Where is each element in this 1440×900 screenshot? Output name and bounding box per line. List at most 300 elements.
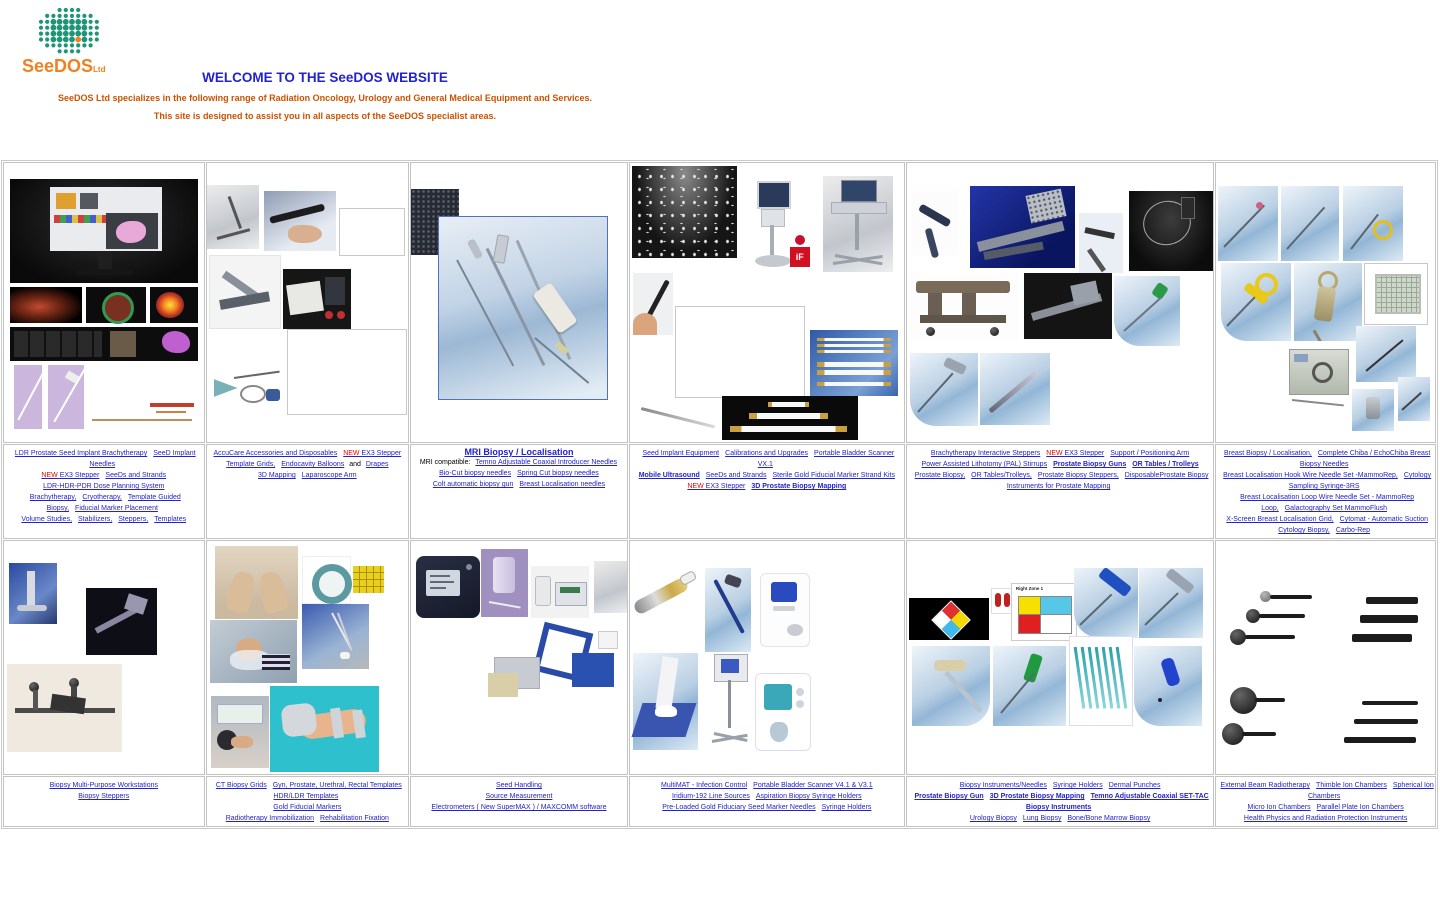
new-label: NEW [1046,450,1065,457]
static-label: MRI compatible: [419,459,471,466]
image-detail [771,582,797,602]
seedos-logo[interactable] [22,6,132,78]
product-link[interactable]: 3D Prostate Biopsy Mapping [989,793,1085,800]
image-detail [598,631,618,649]
product-link[interactable]: LDR Prostate Seed Implant Brachytherapy [14,450,148,457]
micro-chamber-icon[interactable] [1354,719,1418,724]
stepper-unit-image[interactable] [209,255,281,329]
product-link[interactable]: Portable Bladder Scanner VX.1 [757,450,895,468]
dermal-punches-image[interactable] [1069,636,1133,726]
image-detail [325,277,345,305]
product-link[interactable]: Power Assisted Lithotomy (PAL) Stirrups [921,461,1048,468]
ion-chambers-collage [1216,541,1435,774]
image-detail [286,281,324,315]
image-detail [456,260,514,367]
infection-control-collage [630,541,904,774]
product-link[interactable]: Calibrations and Upgrades [725,450,809,457]
product-link[interactable]: Portable Bladder Scanner V4.1 & V3.1 [753,782,873,789]
product-link[interactable]: SeeD Implant Needles [89,450,196,468]
link-line [1217,779,1434,801]
image-detail [489,601,521,609]
green-biopsy-gun-image[interactable] [993,646,1066,726]
image-detail [1079,594,1112,626]
product-link[interactable]: Temno Adjustable Coaxial SET-TAC Biopsy Instruments [1025,793,1209,811]
spherical-chamber-icon[interactable] [1230,687,1257,714]
link-line [1217,801,1434,812]
gold-gun-image[interactable] [1294,263,1362,341]
image-detail [262,654,290,670]
link-line [5,491,203,513]
source-machines-image[interactable] [486,623,622,703]
product-link[interactable]: Templates [154,516,187,523]
product-link[interactable]: Colt automatic biopsy gun [432,481,514,488]
patient-mask-image[interactable] [210,620,297,683]
seed-strands-blue-image[interactable] [810,330,898,396]
product-link[interactable]: Breast Biopsy / Localisation, [1223,450,1312,457]
product-link[interactable]: NEW EX3 Stepper [1046,450,1105,457]
image-detail [288,225,322,243]
product-link[interactable]: Support / Positioning Arm [1110,450,1190,457]
image-detail [1224,205,1266,248]
biopsy-instrument-2-image[interactable] [980,353,1050,425]
product-link[interactable]: Seed Handling [495,782,542,789]
product-link[interactable]: Syringe Holders [1052,782,1103,789]
image-detail [1289,349,1349,395]
image-detail [430,581,454,583]
blue-handle-instrument-image[interactable] [1134,646,1202,726]
product-link[interactable]: Breast Localisation Hook Wire Needle Set -MammoRep, [1223,472,1398,479]
hazard-diamond-image[interactable] [909,598,989,640]
grid-plate-image[interactable] [1364,263,1428,325]
product-link[interactable]: Galactography Set MammoFlush [1284,505,1388,512]
product-link[interactable]: Source Measurement [485,793,553,800]
product-link[interactable]: Iridium-192 Line Sources [672,793,750,800]
image-detail [80,193,98,209]
hand-probe-image[interactable] [633,273,673,335]
accucare-collage [207,163,409,442]
product-link[interactable]: Biopsy Multi-Purpose Workstations [49,782,158,789]
device-edge-image[interactable] [594,561,627,613]
image-detail [56,193,76,209]
line-source-image[interactable] [630,551,698,637]
image-detail [150,403,194,407]
product-link[interactable]: Sterile Gold Fiducial Marker Strand Kits [772,472,895,479]
link-line [208,458,408,469]
image-detail [110,331,136,357]
links-accucare [206,444,410,539]
product-link[interactable]: Spring Cut biopsy needles [517,470,599,477]
yellow-template-image[interactable] [353,566,384,593]
mri-biopsy-collage [411,163,627,442]
green-disc-image[interactable] [302,556,351,604]
bladder-scanner-image[interactable] [760,573,810,647]
link-line [412,447,626,456]
image-detail [560,587,580,593]
logo-brand-text: SeeDOS [22,56,94,76]
image-detail [572,653,614,687]
product-link[interactable]: Parallel Plate Ion Chambers [1316,804,1404,811]
product-link[interactable]: Steppers, [118,516,149,523]
product-link[interactable]: Prostate Biopsy Gun [914,793,984,800]
cylinder-chamber-icon[interactable] [1366,597,1418,604]
image-detail [757,181,791,209]
cell-infection-control-images [629,540,905,775]
blue-stepper-image[interactable] [970,186,1075,268]
cell-steppers-images [906,162,1214,443]
page-subtitle-2: This site is designed to assist you in all aspects of the SeeDOS specialist areas. [153,111,497,121]
image-detail [796,700,804,708]
multimat-foot-image[interactable] [633,653,698,750]
link-line [5,447,203,469]
cell-accucare-images [206,162,410,443]
image-detail [17,605,47,611]
link-line [631,469,903,480]
product-link[interactable]: 3D Mapping [258,472,296,479]
image-detail [532,282,578,334]
link-line [208,447,408,458]
product-link[interactable]: Breast Localisation needles [519,481,606,488]
image-detail [426,570,460,596]
breast-biopsy-collage [1216,163,1435,442]
biopsy-stepper-arm-image[interactable] [7,664,122,752]
product-link[interactable]: Gold Fiducial Markers [273,804,342,811]
electrometer-box-image[interactable] [1286,341,1352,411]
link-line [412,456,626,467]
ultrasound-cart-1-image[interactable] [753,181,793,273]
needle-diagram-1-image[interactable] [14,365,42,429]
product-link[interactable]: Bone/Bone Marrow Biopsy [1067,815,1151,822]
product-link[interactable]: Fiducial Marker Placement [75,505,158,512]
product-link[interactable]: CT Biopsy Grids [215,782,267,789]
product-link[interactable]: Breast Localisation Loop Wire Needle Set - MammoRep Loop, [1240,494,1415,512]
link-line [908,447,1212,458]
needle-diagram-2-image[interactable] [48,365,84,429]
breast-needle-2-image[interactable] [1281,186,1339,261]
cell-immobilization-images [206,540,410,775]
image-detail [1270,595,1312,599]
image-detail [770,225,774,255]
image-detail [755,255,791,267]
marker-tweezers-image[interactable] [302,604,369,669]
micro-chamber-icon[interactable] [1344,737,1416,743]
mold-hands-image[interactable] [215,546,298,619]
image-detail [944,671,983,713]
needle-gun-tile-image[interactable] [705,568,751,652]
product-link[interactable]: Cryotherapy, [82,494,122,501]
positioning-arm-image[interactable] [912,191,958,255]
hand-splint-image[interactable] [270,686,379,772]
product-link[interactable]: SeeDs and Strands [105,472,167,479]
product-link[interactable]: Volume Studies, [21,516,73,523]
small-tile-image[interactable] [1398,377,1430,421]
small-stepper-image[interactable] [1079,213,1123,273]
product-link[interactable]: Stabilizers, [78,516,113,523]
image-detail [493,234,510,264]
product-link[interactable]: Syringe Holders [821,804,872,811]
image-detail [340,652,350,659]
biopsy-instrument-1-image[interactable] [910,353,978,426]
image-detail [269,204,325,224]
cell-ion-chambers-images [1215,540,1436,775]
link-line [208,812,408,823]
image-detail [1366,397,1380,419]
product-link[interactable]: SeeDs and Strands [705,472,767,479]
image-detail [1292,399,1344,406]
thimble-chamber-icon[interactable] [1246,609,1260,623]
image-detail [749,413,828,419]
product-link[interactable]: Biopsy Steppers [78,793,130,800]
image-detail [224,570,257,615]
image-detail [918,204,951,228]
seed-strands-dark-image[interactable] [722,396,858,440]
image-detail [817,370,891,375]
welcome-block [0,70,650,129]
product-link[interactable]: Dermal Punches [1108,782,1161,789]
product-link[interactable]: Complete Chiba / EchoChiba Breast Biopsy Needles [1299,450,1431,468]
workstation-blue-image[interactable] [9,563,57,624]
product-link[interactable]: Seed Implant Equipment [642,450,720,457]
seed-implant-collage [630,163,904,442]
product-link[interactable]: LDR-HDR-PDR Dose Planning System [43,483,165,490]
image-detail [156,292,184,318]
links-ion-chambers [1215,776,1436,827]
product-link[interactable]: Brachytherapy Interactive Steppers [930,450,1041,457]
monitor-stand [98,253,112,269]
image-detail [768,402,809,407]
image-detail [920,315,1006,323]
image-detail [227,196,241,229]
links-breast-biopsy [1215,444,1436,539]
product-link[interactable]: Aspiration Biopsy Syringe Holders [755,793,862,800]
seedos-dots-icon [36,6,102,58]
image-detail [990,327,999,336]
product-link[interactable]: 3D Prostate Biopsy Mapping [751,483,847,490]
image-detail [1373,220,1393,240]
product-link[interactable]: Template Guided Biopsy, [46,494,181,512]
image-detail [1144,592,1178,625]
image-detail [633,313,657,335]
image-detail [817,344,891,347]
planning-monitor-image[interactable] [10,179,198,283]
immobilization-collage [207,541,409,774]
product-link[interactable]: Micro Ion Chambers [1247,804,1311,811]
or-table-image[interactable] [910,273,1018,341]
image-detail [1294,354,1308,362]
product-link[interactable]: Brachytherapy, [29,494,77,501]
image-detail [678,570,697,586]
scanner-device-image[interactable] [755,673,811,751]
electrometer-image[interactable] [416,556,480,618]
image-detail [216,228,250,240]
product-link[interactable]: Spherical Ion Chambers [1307,782,1434,800]
product-link[interactable]: NEW EX3 Stepper [41,472,100,479]
product-link[interactable]: Urology Biopsy [969,815,1017,822]
product-link[interactable]: Biopsy Instruments/Needles [959,782,1047,789]
product-link[interactable]: OR Tables / Trolleys [1132,461,1199,468]
image-detail [488,673,518,697]
image-detail [231,736,253,748]
product-link[interactable]: Template Grids, [226,461,276,468]
image-detail [1287,207,1326,250]
image-detail [466,564,472,570]
product-link[interactable]: Lung Biopsy [1022,815,1062,822]
packaging-image[interactable] [283,269,351,329]
spherical-chamber-icon[interactable] [1222,723,1244,745]
seed-strand-diagram-image[interactable] [90,399,198,429]
image-detail [14,331,102,357]
link-line [5,480,203,491]
product-link[interactable]: MRI Biopsy / Localisation [464,447,574,457]
product-link[interactable]: Cytomat - Automatic Suction Cytology Biopsy, [1278,516,1428,534]
thimble-chamber-icon[interactable] [1230,629,1246,645]
image-detail [555,582,587,606]
steppers-collage [907,163,1213,442]
cell-biopsy-instruments-images [906,540,1214,775]
product-link[interactable]: Gyn, Prostate, Urethral, Rectal Templates HDR/LDR Templates [272,782,402,800]
dark-stepper-image[interactable] [1024,273,1112,339]
product-link[interactable]: External Beam Radiotherapy [1220,782,1311,789]
xray-seeds-image[interactable] [632,166,737,258]
image-detail [917,373,953,413]
workstation-stepper-image[interactable] [86,588,157,655]
well-chamber-image[interactable] [481,549,528,617]
hand-held-device-image[interactable] [264,191,336,251]
arm-line-drawing-image[interactable] [210,357,286,413]
page-header [0,0,1440,160]
ultrasound-cart-2-image[interactable] [823,176,893,272]
product-link[interactable]: Prostate Biopsy Steppers, [1037,472,1119,479]
if-badge-text: iF [790,247,810,267]
monitor-screen [50,187,162,251]
product-link[interactable]: Rehabilitation Fixation [320,815,389,822]
dose-map-image[interactable] [150,287,198,323]
product-link[interactable]: Prostate Biopsy, [914,472,966,479]
image-detail [928,293,942,315]
product-link[interactable]: Health Physics and Radiation Protection Instruments [1243,815,1408,822]
image-detail [217,704,263,724]
image-detail [116,221,146,243]
product-link[interactable]: Bio-Cut biopsy needles [439,470,512,477]
product-link[interactable]: Mobile Ultrasound [638,472,700,479]
product-link[interactable]: DisposableProstate Biopsy Instruments for Prostate Mapping [1006,472,1209,490]
ultrasound-strip-image[interactable] [10,327,198,361]
link-line [908,469,1212,491]
link-line [631,447,903,469]
image-detail [1259,614,1305,618]
product-link[interactable]: Carbo-Rep [1335,527,1371,534]
needle-plot-3d-image[interactable] [10,287,82,323]
wire-tile-image[interactable] [1356,326,1416,382]
target-view-image[interactable] [86,287,146,323]
image-detail [337,613,353,651]
product-link[interactable]: Endocavity Balloons [281,461,345,468]
blue-biopsy-gun-image[interactable] [1074,568,1138,638]
product-link[interactable]: X-Screen Breast Localisation Grid, [1226,516,1334,523]
image-detail [430,587,446,589]
implant-needle-image[interactable] [637,401,721,431]
green-needle-image[interactable] [1114,276,1180,346]
product-link[interactable]: AccuCare Accessories and Disposables [213,450,338,457]
link-line [908,812,1212,823]
product-link[interactable]: Pre-Loaded Gold Fiduciary Seed Marker Needles [662,804,816,811]
links-seed-implant [629,444,905,539]
image-detail [156,411,186,413]
mri-needles-image[interactable] [438,216,608,400]
patient-positioning-image[interactable] [211,696,269,768]
image-detail [92,419,192,421]
placeholder-box-3 [675,306,805,398]
product-link[interactable]: Drapes [365,461,389,468]
image-detail [1158,698,1162,702]
product-link[interactable]: Cytology Sampling Syringe-3RS [1288,472,1432,490]
product-link[interactable]: Electrometers ( New SuperMAX ) / MAXCOMM software [431,804,607,811]
product-link[interactable]: Radiotherapy Immobilization [225,815,315,822]
link-line [1217,469,1434,491]
image-detail [916,281,1010,293]
scanner-cart-image[interactable] [710,654,752,749]
product-grid [1,160,1438,829]
image-detail [1402,392,1423,411]
new-label: NEW [41,472,60,479]
image-detail [925,228,940,259]
product-link[interactable]: NEW EX3 Stepper [343,450,402,457]
new-label: NEW [343,450,362,457]
cylinder-chamber-icon[interactable] [1360,615,1418,623]
product-link[interactable]: Temno Adjustable Coaxial Introducer Needles [475,459,618,466]
vial-tile-image[interactable] [1352,389,1394,431]
yellow-gun-image[interactable] [1221,263,1291,341]
links-multimat-scanners [629,776,905,827]
breast-needle-1-image[interactable] [1218,186,1278,261]
links-brachytherapy [3,444,205,539]
chamber-reader-image[interactable] [531,566,589,618]
micro-chamber-icon[interactable] [1362,701,1418,705]
image-detail [1312,362,1333,383]
breast-needle-3-image[interactable] [1343,186,1403,261]
silver-biopsy-gun-image[interactable] [1139,568,1203,638]
image-detail [796,688,804,696]
image-detail [266,389,280,401]
image-detail [240,385,266,403]
image-detail [33,690,38,710]
cylinder-chamber-icon[interactable] [1352,634,1412,642]
link-line [208,779,408,801]
trocar-instrument-image[interactable] [912,646,990,726]
image-detail [728,680,731,728]
monitor-base [76,269,134,275]
image-detail [926,327,935,336]
image-detail [27,571,35,605]
if-award-badge [790,235,810,275]
product-link[interactable]: MultiMAT - Infection Control [661,782,748,789]
product-link[interactable]: Laparoscope Arm [301,472,357,479]
wire-head-model-image[interactable] [1129,191,1213,271]
link-line [412,478,626,489]
product-link[interactable]: Thimble Ion Chambers [1316,782,1387,789]
image-detail [1181,197,1195,219]
product-link[interactable]: Prostate Biopsy Guns [1053,461,1127,468]
product-link[interactable]: NEW EX3 Stepper [687,483,746,490]
image-detail [1023,653,1043,683]
image-detail [1255,698,1285,702]
link-line [5,779,203,790]
image-detail [1040,614,1072,634]
link-line [208,801,408,812]
image-detail [962,293,976,315]
zone-chart-image[interactable] [1011,583,1077,641]
stand-arm-image[interactable] [207,185,259,249]
product-link[interactable]: OR Tables/Trolleys, [971,472,1032,479]
